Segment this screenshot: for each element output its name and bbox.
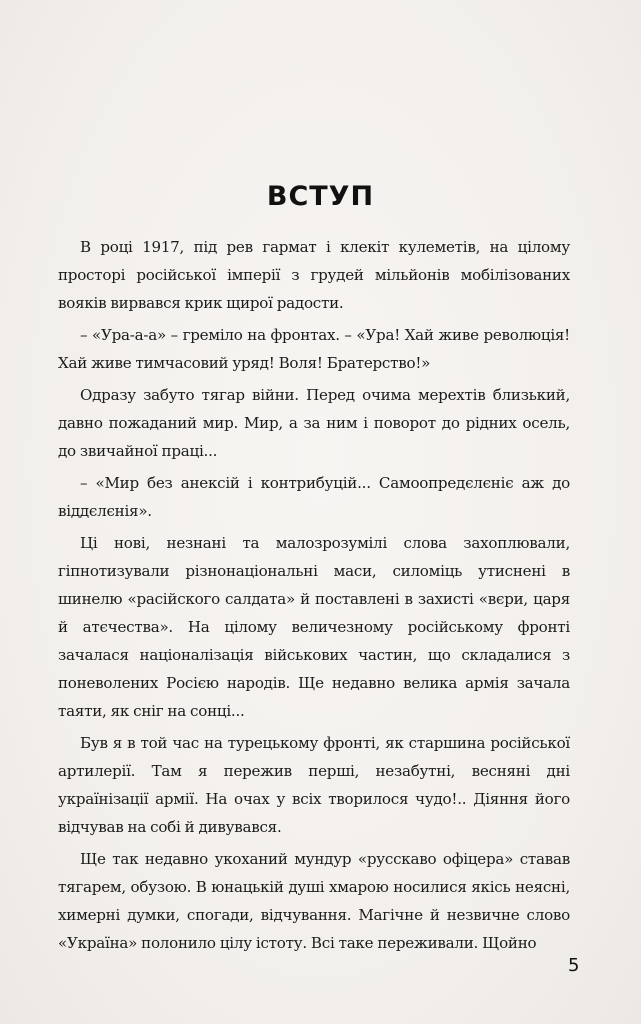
paragraph: Одразу забуто тягар війни. Перед очима мерехтів близький, давно пожаданий мир. Мир, а за ним і поворот до рідних осель, до звичайної праці... bbox=[58, 386, 570, 460]
paragraph: В році 1917, під рев гармат і клекіт кулеметів, на цілому просторі російської імперії з грудей мільйонів мобілізованих вояків вирвався крик щирої радости. bbox=[58, 238, 570, 312]
paragraph: Ці нові, незнані та малозрозумілі слова захоплювали, гіпнотизували різнонаціональні маси, силоміць утиснені в шинелю «расійского салдата» й поставлені в захисті «вєри, царя й атєчества». На цілому величезному російському фронті зачалася націоналізація військових частин, що складалися з поневолених Росією народів. Ще недавно велика армія зачала таяти, як сніг на сонці... bbox=[58, 534, 570, 720]
paragraph: – «Ура-а-а» – греміло на фронтах. – «Ура! Хай живе революція! Хай живе тимчасовий уряд! Воля! Братерство!» bbox=[58, 326, 570, 372]
chapter-title: ВСТУП bbox=[266, 181, 375, 212]
paragraph: Був я в той час на турецькому фронті, як старшина російської артилерії. Там я пережив перші, незабутні, весняні дні українізації армії. На очах у всіх творилося чудо!.. Діяння його відчував на собі й дивувався. bbox=[58, 734, 570, 836]
paragraph: – «Мир без анексій і контрибуцій... Самоопредєлєніє аж до віддєлєнія». bbox=[58, 474, 570, 520]
paragraph: Ще так недавно укоханий мундур «русскаво офіцера» ставав тягарем, обузою. В юнацькій душі хмарою носилися якісь неясні, химерні думки, спогади, відчування. Магічне й незвичне слово «Україна» полонило цілу істоту. Всі таке переживали. Щойно bbox=[58, 850, 570, 952]
body-text bbox=[58, 233, 570, 961]
page-number: 5 bbox=[568, 955, 580, 976]
